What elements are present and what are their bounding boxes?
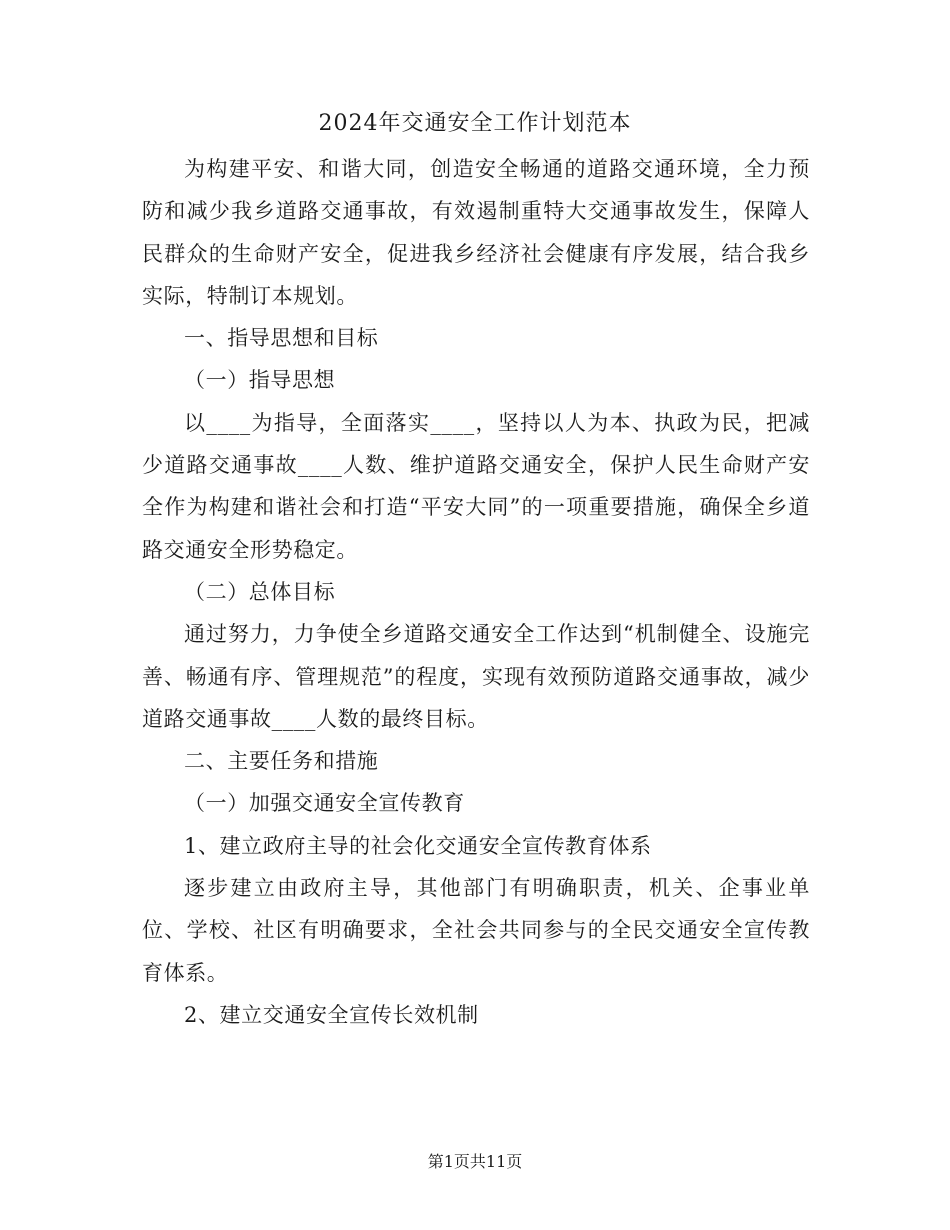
paragraph-item-1: 逐步建立由政府主导，其他部门有明确职责，机关、企事业单位、学校、社区有明确要求，全社会共同参与的全民交通安全宣传教育体系。 [142,876,810,985]
heading-section-2: 二、主要任务和措施 [184,749,379,774]
document-title: 2024年交通安全工作计划范本 [318,111,632,136]
heading-section-1: 一、指导思想和目标 [184,326,379,351]
document-body [142,148,810,1036]
page-number-footer: 第1页共11页 [427,1152,523,1171]
paragraph-guiding-ideology: 以____为指导，全面落实____，坚持以人为本、执政为民，把减少道路交通事故____人数、维护道路交通安全，保护人民生命财产安全作为构建和谐社会和打造“平安大同”的一项重要措施，确保全乡道路交通安全形势稳定。 [142,410,810,562]
heading-overall-goal: （二）总体目标 [184,579,336,604]
heading-guiding-ideology: （一）指导思想 [184,368,336,393]
item-2-heading: 2、建立交通安全宣传长效机制 [184,1002,479,1027]
heading-safety-education: （一）加强交通安全宣传教育 [184,791,465,816]
paragraph-overall-goal: 通过努力，力争使全乡道路交通安全工作达到“机制健全、设施完善、畅通有序、管理规范”的程度，实现有效预防道路交通事故，减少道路交通事故____人数的最终目标。 [142,622,810,731]
paragraph-intro: 为构建平安、和谐大同，创造安全畅通的道路交通环境，全力预防和减少我乡道路交通事故，有效遏制重特大交通事故发生，保障人民群众的生命财产安全，促进我乡经济社会健康有序发展，结合我乡实际，特制订本规划。 [142,157,810,308]
item-1-heading: 1、建立政府主导的社会化交通安全宣传教育体系 [184,833,652,858]
